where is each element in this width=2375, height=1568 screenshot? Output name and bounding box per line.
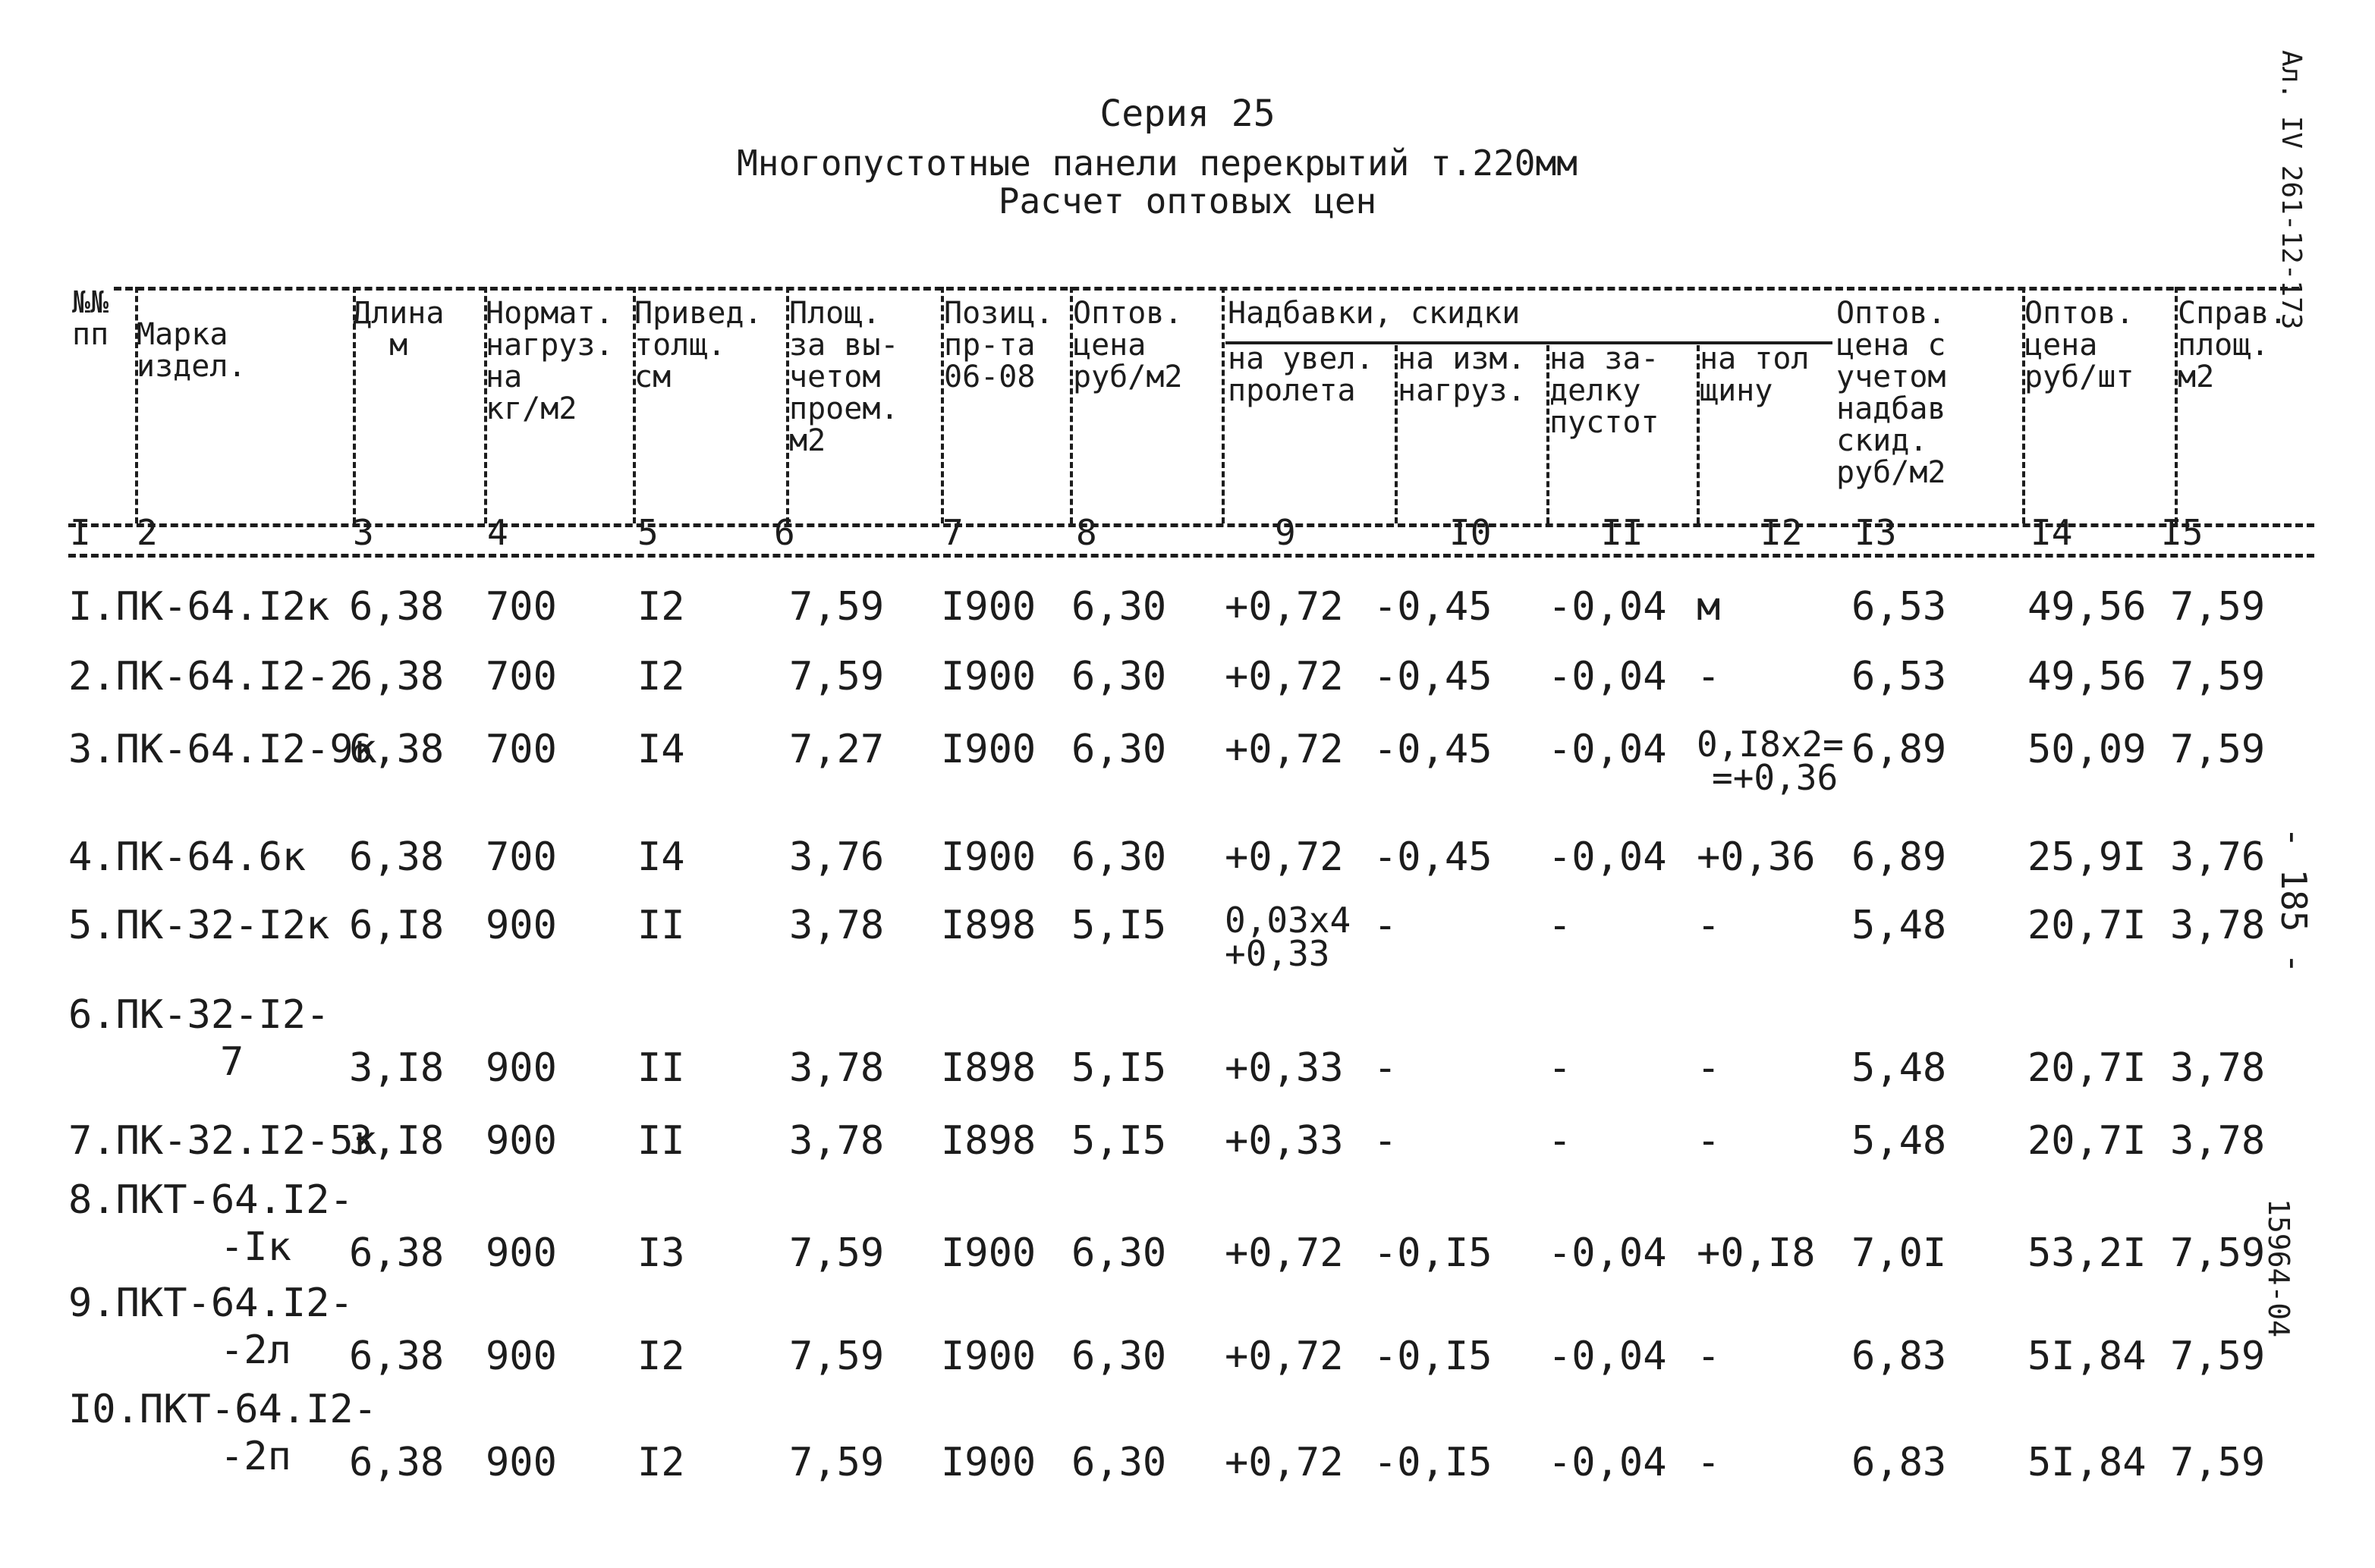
cell-thick-adj: м	[1697, 584, 1721, 630]
column-number: 2	[137, 512, 158, 553]
header-thickness: Привед. толщ. см	[634, 296, 763, 394]
cell-mark: 3.ПК-64.I2-9к	[68, 727, 377, 772]
cell-length: 6,38	[349, 1334, 445, 1379]
cell-area: 7,59	[789, 1334, 885, 1379]
cell-length: 6,38	[349, 584, 445, 630]
header-bottom-rule	[68, 554, 2314, 558]
cell-price-piece: 50,09	[2027, 727, 2147, 772]
cell-length: 6,38	[349, 834, 445, 880]
cell-mark: I0.ПКТ-64.I2-	[68, 1387, 377, 1432]
header-load-adj: на изм. нагруз.	[1398, 341, 1526, 408]
cell-price-adjusted: 5,48	[1851, 903, 1947, 948]
cell-void-adj: -0,04	[1548, 1334, 1667, 1379]
cell-span-adj: +0,72	[1225, 1440, 1344, 1485]
cell-price-adjusted: 6,53	[1851, 654, 1947, 699]
document-subtitle: Многопустотные панели перекрытий т.220мм	[737, 143, 1578, 184]
cell-ref-area: 7,59	[2170, 727, 2266, 772]
cell-load-adj: -0,I5	[1373, 1440, 1493, 1485]
header-mark: Марка издел.	[137, 317, 247, 384]
cell-span-adj: +0,72	[1225, 1334, 1344, 1379]
cell-span-adj: +0,72	[1225, 654, 1344, 699]
cell-area: 3,78	[789, 1045, 885, 1091]
cell-thickness: I2	[637, 654, 685, 699]
cell-area: 7,59	[789, 654, 885, 699]
cell-position: I898	[941, 1045, 1037, 1091]
cell-span-adj: 0,03х4	[1225, 900, 1351, 941]
cell-area: 7,59	[789, 1230, 885, 1276]
cell-void-adj: -	[1548, 1045, 1572, 1091]
cell-price: 6,30	[1071, 584, 1167, 630]
cell-length: 6,38	[349, 727, 445, 772]
cell-price-piece: 25,9I	[2027, 834, 2147, 880]
cell-mark-cont: 7	[220, 1039, 244, 1085]
cell-price-adjusted: 6,53	[1851, 584, 1947, 630]
cell-load: 700	[486, 584, 557, 630]
cell-load-adj: -0,45	[1373, 834, 1493, 880]
cell-span-adj: +0,72	[1225, 1230, 1344, 1276]
cell-load: 900	[486, 1334, 557, 1379]
cell-thick-adj: -	[1697, 1440, 1721, 1485]
cell-ref-area: 7,59	[2170, 584, 2266, 630]
header-length: Длина м	[353, 296, 445, 363]
cell-load-adj: -	[1373, 903, 1398, 948]
cell-thickness: I2	[637, 1334, 685, 1379]
cell-area: 7,59	[789, 1440, 885, 1485]
header-position: Позиц. пр-та 06-08	[944, 296, 1054, 394]
cell-price: 5,I5	[1071, 1045, 1167, 1091]
cell-thickness: I2	[637, 1440, 685, 1485]
cell-thickness: II	[637, 1118, 685, 1164]
cell-ref-area: 7,59	[2170, 1230, 2266, 1276]
cell-price: 5,I5	[1071, 1118, 1167, 1164]
cell-load: 900	[486, 1045, 557, 1091]
column-number: 3	[353, 512, 374, 553]
table-top-rule	[114, 287, 2299, 291]
cell-length: 6,I8	[349, 903, 445, 948]
column-number: I0	[1449, 512, 1492, 553]
cell-area: 3,78	[789, 1118, 885, 1164]
cell-load-adj: -0,I5	[1373, 1230, 1493, 1276]
cell-load: 900	[486, 1118, 557, 1164]
cell-span-adj-cont: +0,33	[1225, 933, 1330, 974]
cell-price: 6,30	[1071, 727, 1167, 772]
cell-load-adj: -0,45	[1373, 727, 1493, 772]
page-number: - 185 -	[2273, 827, 2314, 974]
cell-price-adjusted: 6,89	[1851, 834, 1947, 880]
cell-price-adjusted: 6,89	[1851, 727, 1947, 772]
cell-thick-adj: +0,I8	[1697, 1230, 1816, 1276]
cell-position: I900	[941, 1230, 1037, 1276]
cell-length: 6,38	[349, 1230, 445, 1276]
cell-ref-area: 3,78	[2170, 1118, 2266, 1164]
cell-position: I900	[941, 834, 1037, 880]
cell-ref-area: 7,59	[2170, 1334, 2266, 1379]
cell-price-piece: 53,2I	[2027, 1230, 2147, 1276]
header-span-adj: на увел. пролета	[1228, 341, 1374, 408]
cell-price-piece: 5I,84	[2027, 1440, 2147, 1485]
cell-price-piece: 20,7I	[2027, 1118, 2147, 1164]
cell-mark: 5.ПК-32-I2к	[68, 903, 330, 948]
cell-price-piece: 49,56	[2027, 584, 2147, 630]
cell-span-adj: +0,33	[1225, 1045, 1344, 1091]
cell-length: 3,I8	[349, 1118, 445, 1164]
cell-load: 900	[486, 903, 557, 948]
cell-thick-adj: -	[1697, 1118, 1721, 1164]
header-void-adj: на за- делку пустот	[1549, 341, 1659, 440]
cell-price: 6,30	[1071, 1440, 1167, 1485]
column-number: 9	[1275, 512, 1296, 553]
cell-price-piece: 5I,84	[2027, 1334, 2147, 1379]
cell-price-piece: 49,56	[2027, 654, 2147, 699]
cell-price-adjusted: 5,48	[1851, 1118, 1947, 1164]
cell-price-adjusted: 6,83	[1851, 1440, 1947, 1485]
header-ref-area: Справ. площ. м2	[2178, 296, 2288, 394]
document-code: 15964-04	[2262, 1199, 2295, 1338]
cell-mark: 6.ПК-32-I2-	[68, 992, 330, 1038]
column-number: 6	[774, 512, 795, 553]
column-number: I5	[2161, 512, 2204, 553]
cell-load: 900	[486, 1230, 557, 1276]
cell-void-adj: -0,04	[1548, 834, 1667, 880]
cell-load: 700	[486, 834, 557, 880]
cell-load-adj: -	[1373, 1118, 1398, 1164]
cell-position: I898	[941, 903, 1037, 948]
cell-area: 3,76	[789, 834, 885, 880]
cell-price-adjusted: 5,48	[1851, 1045, 1947, 1091]
series-title: Серия 25	[1099, 93, 1276, 135]
cell-position: I898	[941, 1118, 1037, 1164]
cell-price: 5,I5	[1071, 903, 1167, 948]
cell-thickness: I2	[637, 584, 685, 630]
cell-ref-area: 7,59	[2170, 654, 2266, 699]
cell-mark-cont: -2п	[220, 1434, 291, 1479]
cell-span-adj: +0,72	[1225, 584, 1344, 630]
cell-mark: 7.ПК-32.I2-5к	[68, 1118, 377, 1164]
cell-length: 6,38	[349, 1440, 445, 1485]
cell-void-adj: -0,04	[1548, 654, 1667, 699]
cell-price-piece: 20,7I	[2027, 903, 2147, 948]
cell-price-adjusted: 6,83	[1851, 1334, 1947, 1379]
cell-mark: 4.ПК-64.6к	[68, 834, 307, 880]
cell-price: 6,30	[1071, 834, 1167, 880]
header-group-adjustments: Надбавки, скидки	[1228, 296, 1521, 331]
cell-thickness: II	[637, 903, 685, 948]
cell-span-adj: +0,72	[1225, 834, 1344, 880]
column-number: 4	[487, 512, 508, 553]
column-number: I	[70, 512, 91, 553]
cell-void-adj: -0,04	[1548, 1440, 1667, 1485]
cell-thick-adj: -	[1697, 1334, 1721, 1379]
cell-load-adj: -0,45	[1373, 654, 1493, 699]
cell-position: I900	[941, 654, 1037, 699]
cell-mark: I.ПК-64.I2к	[68, 584, 330, 630]
cell-position: I900	[941, 1440, 1037, 1485]
cell-length: 3,I8	[349, 1045, 445, 1091]
cell-load-adj: -0,45	[1373, 584, 1493, 630]
col-divider	[1222, 287, 1225, 523]
column-number: II	[1601, 512, 1644, 553]
header-area: Площ. за вы- четом проем. м2	[789, 296, 899, 458]
cell-mark: 8.ПКТ-64.I2-	[68, 1177, 354, 1223]
column-number: I3	[1854, 512, 1897, 553]
cell-area: 3,78	[789, 903, 885, 948]
cell-mark-cont: -2л	[220, 1328, 291, 1373]
cell-load: 900	[486, 1440, 557, 1485]
cell-position: I900	[941, 584, 1037, 630]
cell-length: 6,38	[349, 654, 445, 699]
column-number: 7	[942, 512, 964, 553]
cell-span-adj: +0,33	[1225, 1118, 1344, 1164]
cell-void-adj: -	[1548, 903, 1572, 948]
cell-load: 700	[486, 727, 557, 772]
cell-mark-cont: -Iк	[220, 1224, 291, 1270]
cell-price: 6,30	[1071, 1230, 1167, 1276]
cell-thickness: II	[637, 1045, 685, 1091]
cell-load-adj: -	[1373, 1045, 1398, 1091]
cell-price: 6,30	[1071, 654, 1167, 699]
column-number: I2	[1760, 512, 1803, 553]
cell-void-adj: -0,04	[1548, 1230, 1667, 1276]
cell-ref-area: 3,78	[2170, 903, 2266, 948]
cell-thick-adj: 0,I8х2=	[1697, 724, 1844, 765]
column-number: 5	[637, 512, 659, 553]
cell-thick-adj: -	[1697, 654, 1721, 699]
cell-price-adjusted: 7,0I	[1851, 1230, 1947, 1276]
cell-load-adj: -0,I5	[1373, 1334, 1493, 1379]
column-number: 8	[1076, 512, 1097, 553]
calc-title: Расчет оптовых цен	[998, 181, 1377, 222]
header-price-piece: Оптов. цена руб/шт	[2024, 296, 2134, 394]
column-number: I4	[2031, 512, 2073, 553]
cell-void-adj: -0,04	[1548, 727, 1667, 772]
cell-area: 7,27	[789, 727, 885, 772]
cell-ref-area: 7,59	[2170, 1440, 2266, 1485]
cell-mark: 9.ПКТ-64.I2-	[68, 1280, 354, 1326]
cell-thick-adj: -	[1697, 903, 1721, 948]
column-number-rule	[68, 523, 2314, 527]
header-number: №№ пп	[72, 285, 109, 352]
cell-thick-adj: +0,36	[1697, 834, 1816, 880]
cell-thickness: I4	[637, 727, 685, 772]
cell-thick-adj: -	[1697, 1045, 1721, 1091]
cell-thick-adj-cont: =+0,36	[1712, 757, 1839, 798]
cell-load: 700	[486, 654, 557, 699]
header-price-adjusted: Оптов. цена с учетом надбав скид. руб/м2	[1836, 296, 1946, 490]
cell-ref-area: 3,76	[2170, 834, 2266, 880]
cell-void-adj: -0,04	[1548, 584, 1667, 630]
header-load: Нормат. нагруз. на кг/м2	[486, 296, 614, 426]
cell-thickness: I4	[637, 834, 685, 880]
cell-thickness: I3	[637, 1230, 685, 1276]
cell-span-adj: +0,72	[1225, 727, 1344, 772]
album-reference: Ал. IV 261-12-173	[2276, 50, 2307, 330]
cell-price-piece: 20,7I	[2027, 1045, 2147, 1091]
header-thick-adj: на тол щину	[1700, 341, 1810, 408]
cell-price: 6,30	[1071, 1334, 1167, 1379]
header-price: Оптов. цена руб/м2	[1073, 296, 1183, 394]
cell-area: 7,59	[789, 584, 885, 630]
cell-void-adj: -	[1548, 1118, 1572, 1164]
cell-mark: 2.ПК-64.I2-2	[68, 654, 354, 699]
cell-position: I900	[941, 727, 1037, 772]
cell-position: I900	[941, 1334, 1037, 1379]
cell-ref-area: 3,78	[2170, 1045, 2266, 1091]
